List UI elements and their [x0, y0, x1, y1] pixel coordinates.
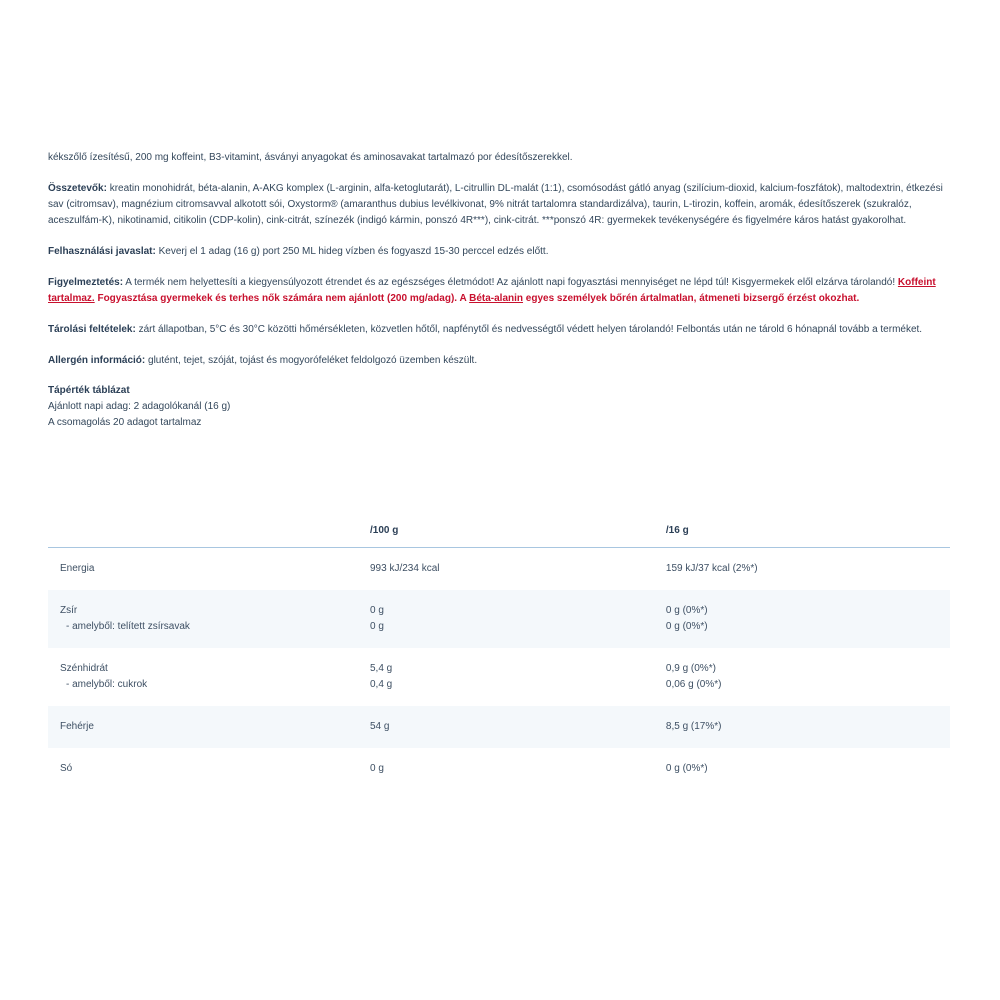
ingredients-label: Összetevők: — [48, 183, 107, 194]
allergen-label: Allergén információ: — [48, 355, 146, 366]
storage-label: Tárolási feltételek: — [48, 324, 136, 335]
table-header-row — [48, 513, 950, 548]
caffeine-warning: Koffeint tartalmaz. — [48, 277, 936, 304]
sub-value-per-100g: 0 g — [369, 621, 384, 632]
sub-value-per-16g: 0,06 g (0%*) — [665, 679, 722, 690]
header-per-16g: /16 g — [666, 513, 950, 548]
header-per-100g: /100 g — [370, 513, 666, 548]
nutrient-subname: - amelyből: cukrok — [66, 679, 148, 690]
nutrition-title: Tápérték táblázat — [48, 385, 130, 396]
warning-label: Figyelmeztetés: — [48, 277, 124, 288]
value-per-16g: 0 g (0%*) — [665, 763, 708, 774]
usage-text: Keverj el 1 adag (16 g) port 250 ML hideg vízben és fogyaszd 15-30 perccel edzés előtt. — [155, 246, 549, 257]
allergen-text: glutént, tejet, szóját, tojást és mogyorófeléket feldolgozó üzemben készült. — [145, 355, 478, 366]
value-per-100g: 54 g — [370, 706, 666, 748]
value-per-16g: 0 g (0%*) — [665, 605, 708, 616]
daily-serving: Ajánlott napi adag: 2 adagolókanál (16 g) — [48, 401, 231, 412]
value-per-16g: 8,5 g (17%*) — [666, 706, 950, 748]
table-row-protein — [48, 706, 950, 748]
value-per-16g: 159 kJ/37 kcal (2%*) — [665, 563, 758, 574]
nutrient-name: Zsír — [60, 605, 78, 616]
value-per-100g: 993 kJ/234 kcal — [369, 563, 440, 574]
nutrition-table — [48, 513, 950, 790]
warning-text: A termék nem helyettesíti a kiegyensúlyozott étrendet és az egészséges életmódot! Az ajánlott napi fogyasztási mennyiséget ne lépd túl! Kisgyermekek elől elzárva tárolandó! — [123, 277, 898, 288]
table-row-energy — [48, 548, 950, 591]
table-row-carbohydrate — [48, 648, 950, 706]
value-per-100g: 0 g — [369, 605, 384, 616]
sub-value-per-100g: 0,4 g — [369, 679, 393, 690]
value-per-100g: 5,4 g — [369, 663, 393, 674]
usage-section — [48, 244, 950, 260]
warning-section — [48, 275, 950, 307]
beta-alanine-warning: egyes személyek bőrén ártalmatlan, átmeneti bizsergő érzést okozhat. — [523, 293, 860, 304]
product-description — [48, 150, 950, 431]
allergen-section — [48, 353, 950, 369]
storage-text: zárt állapotban, 5°C és 30°C közötti hőmérsékleten, közvetlen hőtől, napfénytől és nedvességtől védett helyen tárolandó! Felbontás után ne tárold 6 hónapnál tovább a terméket. — [135, 324, 923, 335]
nutrient-name: Szénhidrát — [60, 663, 108, 674]
nutrient-subname: - amelyből: telített zsírsavak — [66, 621, 190, 632]
table-row-salt — [48, 748, 950, 790]
header-nutrient — [48, 513, 370, 548]
nutrient-name: Energia — [60, 563, 95, 574]
ingredients-text: kreatin monohidrát, béta-alanin, A-AKG komplex (L-arginin, alfa-ketoglutarát), L-citrullin DL-malát (1:1), csomósodást gátló anyag (szilícium-dioxid, kalcium-foszfátok), maltodextrin, étkezési sav (citromsav), magnézium citromsavval alkotott sói, Oxystorm® (amaranthus dubius levélkivonat, 9% nitrát tartalomra standardizálva), taurin, L-tirozin, koffein, aromák, édesítőszerek (szukralóz, aceszulfám-K), nikotinamid, citikolin (CDP-kolin), cink-citrát, színezék (indigó kármin, ponszó 4R***), cink-citrát. ***ponszó 4R: gyermekek tevékenységére és figyelmére káros hatást gyakorolhat. — [48, 183, 943, 226]
ingredients-section — [48, 181, 950, 229]
table-row-fat — [48, 590, 950, 648]
sub-value-per-16g: 0 g (0%*) — [665, 621, 708, 632]
value-per-16g: 0,9 g (0%*) — [665, 663, 716, 674]
usage-label: Felhasználási javaslat: — [48, 246, 156, 257]
nutrition-header — [48, 383, 950, 431]
intro-text: kékszőlő ízesítésű, 200 mg koffeint, B3-vitamint, ásványi anyagokat és aminosavakat tartalmazó por édesítőszerekkel. — [48, 152, 573, 163]
value-per-100g: 0 g — [369, 763, 384, 774]
beta-alanine-term: Béta-alanin — [469, 293, 524, 304]
nutrient-name: Só — [60, 763, 73, 774]
caffeine-warning-detail: Fogyasztása gyermekek és terhes nők számára nem ajánlott (200 mg/adag). A — [94, 293, 470, 304]
storage-section — [48, 322, 950, 338]
servings-per-pack: A csomagolás 20 adagot tartalmaz — [48, 417, 202, 428]
nutrient-name: Fehérje — [48, 706, 370, 748]
